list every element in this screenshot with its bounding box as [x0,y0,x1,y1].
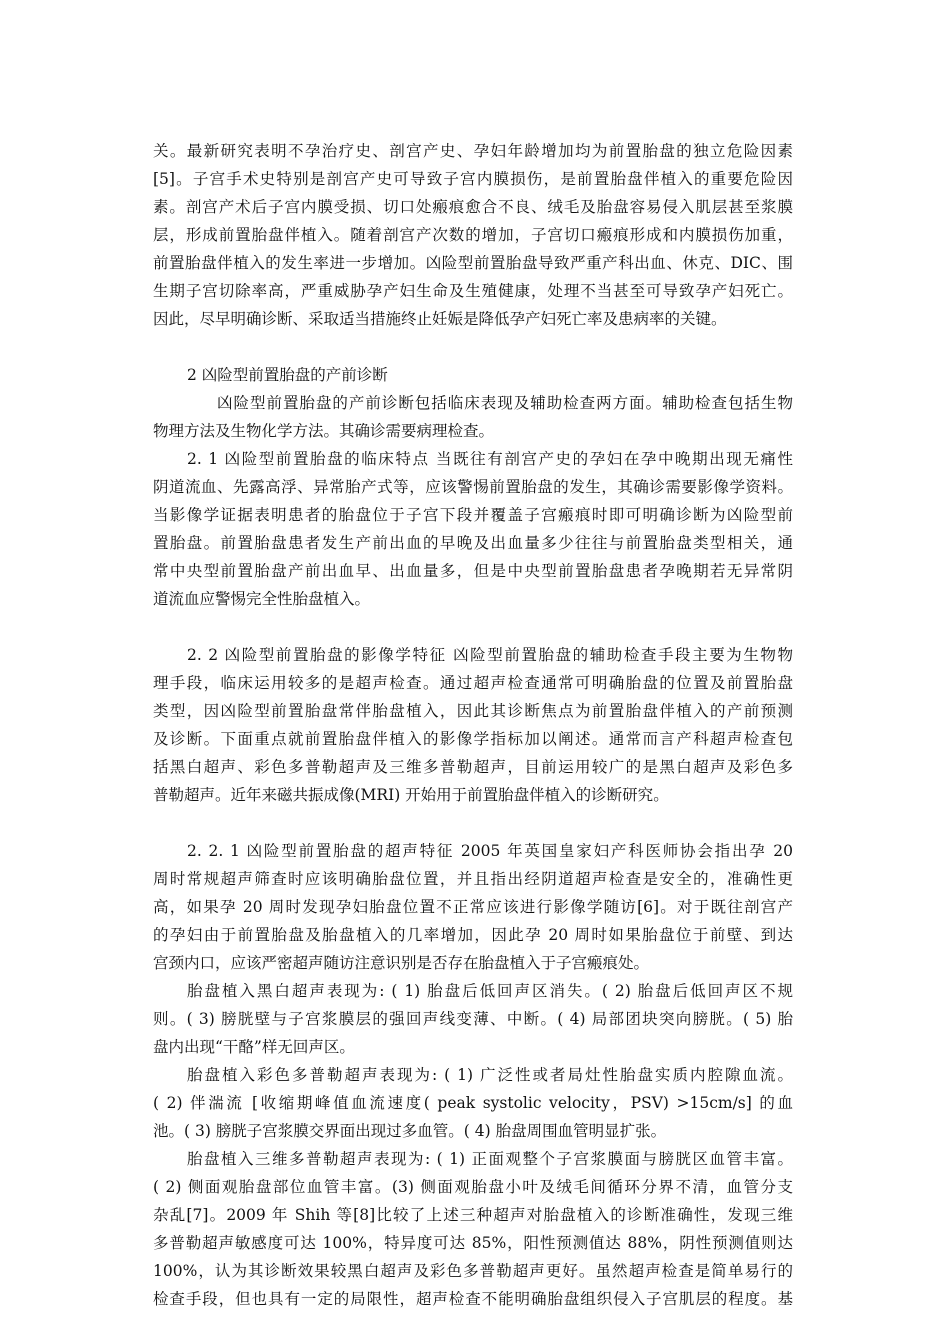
text-line: 层，形成前置胎盘伴植入。随着剖宫产次数的增加，子宫切口瘢痕形成和内膜损伤加重， [153,226,793,244]
text-line: 生期子宫切除率高，严重威胁孕产妇生命及生殖健康，处理不当甚至可导致孕产妇死亡。 [153,282,793,300]
text-line: ( 2) 伴湍流 [收缩期峰值血流速度( peak systolic velocity，PSV) >15cm/s] 的血 [153,1094,793,1112]
paragraph-gap [153,333,793,361]
text-line: 前置胎盘伴植入的发生率进一步增加。凶险型前置胎盘导致严重产科出血、休克、DIC、围 [153,254,793,272]
text-line: 素。剖宫产术后子宫内膜受损、切口处瘢痕愈合不良、绒毛及胎盘容易侵入肌层甚至浆膜 [153,198,793,216]
text-line: 周时常规超声筛查时应该明确胎盘位置，并且指出经阴道超声检查是安全的，准确性更 [153,870,793,888]
paragraph-gap [153,613,793,641]
paragraph-2-1-clinical-features [153,445,793,613]
text-line: 及诊断。下面重点就前置胎盘伴植入的影像学指标加以阐述。通常而言产科超声检查包 [153,730,793,748]
paragraph-2-2-1-ultrasound-features [153,837,793,977]
paragraph-color-doppler [153,1061,793,1145]
text-line: 阴道流血、先露高浮、异常胎产式等，应该警惕前置胎盘的发生，其确诊需要影像学资料。 [153,478,793,496]
text-line: 类型，因凶险型前置胎盘常伴胎盘植入，因此其诊断焦点为前置胎盘伴植入的产前预测 [153,702,793,720]
text-line: 2. 2. 1 凶险型前置胎盘的超声特征 2005 年英国皇家妇产科医师协会指出孕 20 [187,842,793,860]
text-line: 常中央型前置胎盘产前出血早、出血量多，但是中央型前置胎盘患者孕晚期若无异常阴 [153,562,793,580]
paragraph-3d-doppler [153,1145,793,1313]
text-line: 2. 2 凶险型前置胎盘的影像学特征 凶险型前置胎盘的辅助检查手段主要为生物物 [187,646,793,664]
paragraph-gap [153,809,793,837]
text-line: 杂乱[7]。2009 年 Shih 等[8]比较了上述三种超声对胎盘植入的诊断准确性，发现三维 [153,1206,793,1224]
text-line: 2. 1 凶险型前置胎盘的临床特点 当既往有剖宫产史的孕妇在孕中晚期出现无痛性 [187,450,793,468]
text-line: ( 2) 侧面观胎盘部位血管丰富。(3) 侧面观胎盘小叶及绒毛间循环分界不清，血管分支 [153,1178,793,1196]
text-line: 高，如果孕 20 周时发现孕妇胎盘位置不正常应该进行影像学随访[6]。对于既往剖宫产 [153,898,793,916]
text-line: 关。最新研究表明不孕治疗史、剖宫产史、孕妇年龄增加均为前置胎盘的独立危险因素 [153,142,793,160]
text-line: 括黑白超声、彩色多普勒超声及三维多普勒超声，目前运用较广的是黑白超声及彩色多 [153,758,793,776]
text-line: 置胎盘。前置胎盘患者发生产前出血的早晚及出血量多少往往与前置胎盘类型相关，通 [153,534,793,552]
text-line: 胎盘植入彩色多普勒超声表现为: ( 1) 广泛性或者局灶性胎盘实质内腔隙血流。 [187,1066,793,1084]
paragraph-2-2-imaging-features [153,641,793,809]
text-line: 检查手段，但也具有一定的局限性，超声检查不能明确胎盘组织侵入子宫肌层的程度。基 [153,1290,793,1308]
text-line: 盘内出现“干酪”样无回声区。 [153,1038,355,1056]
text-line: 道流血应警惕完全性胎盘植入。 [153,590,371,608]
section-heading-2: 2 凶险型前置胎盘的产前诊断 [187,366,388,384]
text-line: 胎盘植入三维多普勒超声表现为: ( 1) 正面观整个子宫浆膜面与膀胱区血管丰富。 [187,1150,793,1168]
paragraph-bw-ultrasound [153,977,793,1061]
text-line: 凶险型前置胎盘的产前诊断包括临床表现及辅助检查两方面。辅助检查包括生物 [217,394,793,412]
text-line: 因此，尽早明确诊断、采取适当措施终止妊娠是降低孕产妇死亡率及患病率的关键。 [153,310,727,328]
text-line: 100%，认为其诊断效果较黑白超声及彩色多普勒超声更好。虽然超声检查是简单易行的 [153,1262,793,1280]
text-line: 胎盘植入黑白超声表现为: ( 1) 胎盘后低回声区消失。( 2) 胎盘后低回声区不规 [187,982,793,1000]
text-line: 理手段，临床运用较多的是超声检查。通过超声检查通常可明确胎盘的位置及前置胎盘 [153,674,793,692]
text-line: 普勒超声。近年来磁共振成像(MRI) 开始用于前置胎盘伴植入的诊断研究。 [153,786,669,804]
text-line: 当影像学证据表明患者的胎盘位于子宫下段并覆盖子宫瘢痕时即可明确诊断为凶险型前 [153,506,793,524]
document-body [153,137,793,1313]
paragraph-section-2-intro [153,389,793,445]
text-line: 的孕妇由于前置胎盘及胎盘植入的几率增加，因此孕 20 周时如果胎盘位于前壁、到达 [153,926,793,944]
text-line: 宫颈内口，应该严密超声随访注意识别是否存在胎盘植入于子宫瘢痕处。 [153,954,650,972]
text-line: 多普勒超声敏感度可达 100%，特异度可达 85%，阳性预测值达 88%，阴性预测值则达 [153,1234,793,1252]
text-line: 池。( 3) 膀胱子宫浆膜交界面出现过多血管。( 4) 胎盘周围血管明显扩张。 [153,1122,667,1140]
text-line: [5]。子宫手术史特别是剖宫产史可导致子宫内膜损伤，是前置胎盘伴植入的重要危险因 [153,170,793,188]
text-line: 则。( 3) 膀胱壁与子宫浆膜层的强回声线变薄、中断。( 4) 局部团块突向膀胱。( 5) 胎 [153,1010,793,1028]
paragraph-risk-factors [153,137,793,333]
text-line: 物理方法及生物化学方法。其确诊需要病理检查。 [153,422,495,440]
